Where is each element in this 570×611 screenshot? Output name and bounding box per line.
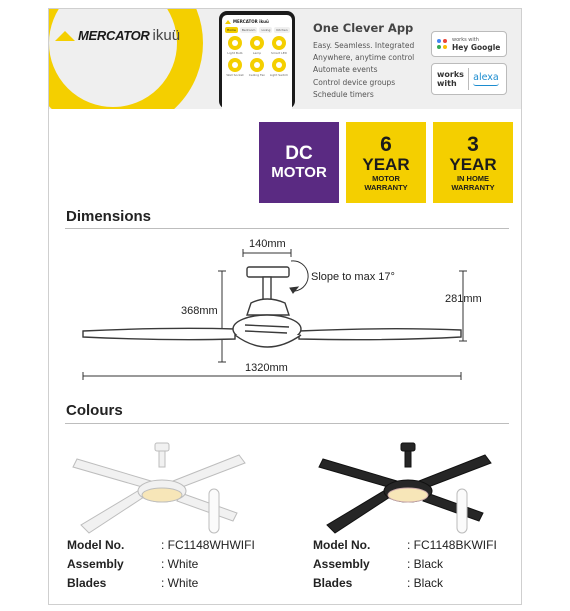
blades-colour: : White [161,576,199,590]
decorative-ring [49,9,203,109]
dc-motor-badge: DC MOTOR [259,122,339,203]
assembly-colour: : White [161,557,199,571]
app-tab: Bedroom [241,28,256,32]
app-tab: Kitchen [276,28,288,32]
spec-black [313,536,497,593]
height-left-label: 368mm [181,305,218,317]
product-sheet [48,8,522,605]
motor-warranty-badge: 6 YEAR MOTOR WARRANTY [346,122,426,203]
fan-icon [250,58,264,72]
app-title: One Clever App [313,21,414,35]
span-label: 1320mm [245,362,288,374]
logo-wordmark: MERCATOR [78,28,150,43]
app-device-tile: Lamp [247,36,267,55]
dimensions-divider [65,228,509,229]
app-banner [49,9,521,109]
app-device-tile: Smart LED [269,36,289,55]
app-device-tile: Wall Socket [225,58,245,77]
colours-divider [65,423,509,424]
phone-mockup [219,11,295,109]
alexa-badge [431,63,507,95]
feature-item: Automate events [313,65,378,75]
google-assistant-icon [437,39,448,50]
feature-item: Anywhere, anytime control [313,53,415,63]
app-device-tile: Light Bulb [225,36,245,55]
app-device-tile: Light Switch [269,58,289,77]
alexa-works: works [437,70,464,79]
spec-row-assembly: Assembly : White [67,555,255,574]
feature-item: Control device groups [313,77,396,87]
fan-dimension-drawing [49,231,521,381]
spec-white [67,536,255,593]
google-badge [431,31,507,57]
logo-triangle-icon [55,31,75,41]
mercator-logo [55,27,180,44]
alexa-wordmark: alexa [473,72,499,83]
spec-row-model: Model No. : FC1148BKWIFI [313,536,497,555]
canopy-width-label: 140mm [249,238,286,250]
phone-screen [222,15,292,109]
spec-row-model: Model No. : FC1148WHWIFI [67,536,255,555]
slope-label: Slope to max 17° [311,271,395,283]
app-logo-text: MERCATOR ikuü [233,19,269,24]
height-right-label: 281mm [445,293,482,305]
app-feature-list [313,40,414,101]
blades-colour: : Black [407,576,444,590]
led-icon [272,36,286,50]
spec-row-blades: Blades : Black [313,574,497,593]
dimensions-title: Dimensions [66,208,152,225]
feature-item: Schedule timers [313,89,374,99]
colours-title: Colours [66,402,123,419]
app-tab: Living [261,28,271,32]
alexa-with: with [437,79,457,88]
lamp-icon [250,36,264,50]
spec-row-assembly: Assembly : Black [313,555,497,574]
app-logo-icon [225,20,231,24]
app-device-tile: Ceiling Fan [247,58,267,77]
alexa-smile-icon [473,83,499,86]
fan-image-black [315,441,515,541]
app-tab: Home [227,28,236,32]
app-tabs [225,27,289,33]
google-badge-small: works with [452,37,479,43]
spec-row-blades: Blades : White [67,574,255,593]
google-badge-big: Hey Google [452,43,501,52]
fan-image-white [69,441,269,541]
assembly-colour: : Black [407,557,444,571]
home-warranty-badge: 3 YEAR IN HOME WARRANTY [433,122,513,203]
socket-icon [228,58,242,72]
feature-item: Easy. Seamless. Integrated [313,41,415,50]
model-number: : FC1148WHWIFI [161,538,255,552]
switch-icon [272,58,286,72]
bulb-icon [228,36,242,50]
logo-submark: ikuü [152,27,181,44]
app-device-grid [225,36,289,77]
model-number: : FC1148BKWIFI [407,538,497,552]
